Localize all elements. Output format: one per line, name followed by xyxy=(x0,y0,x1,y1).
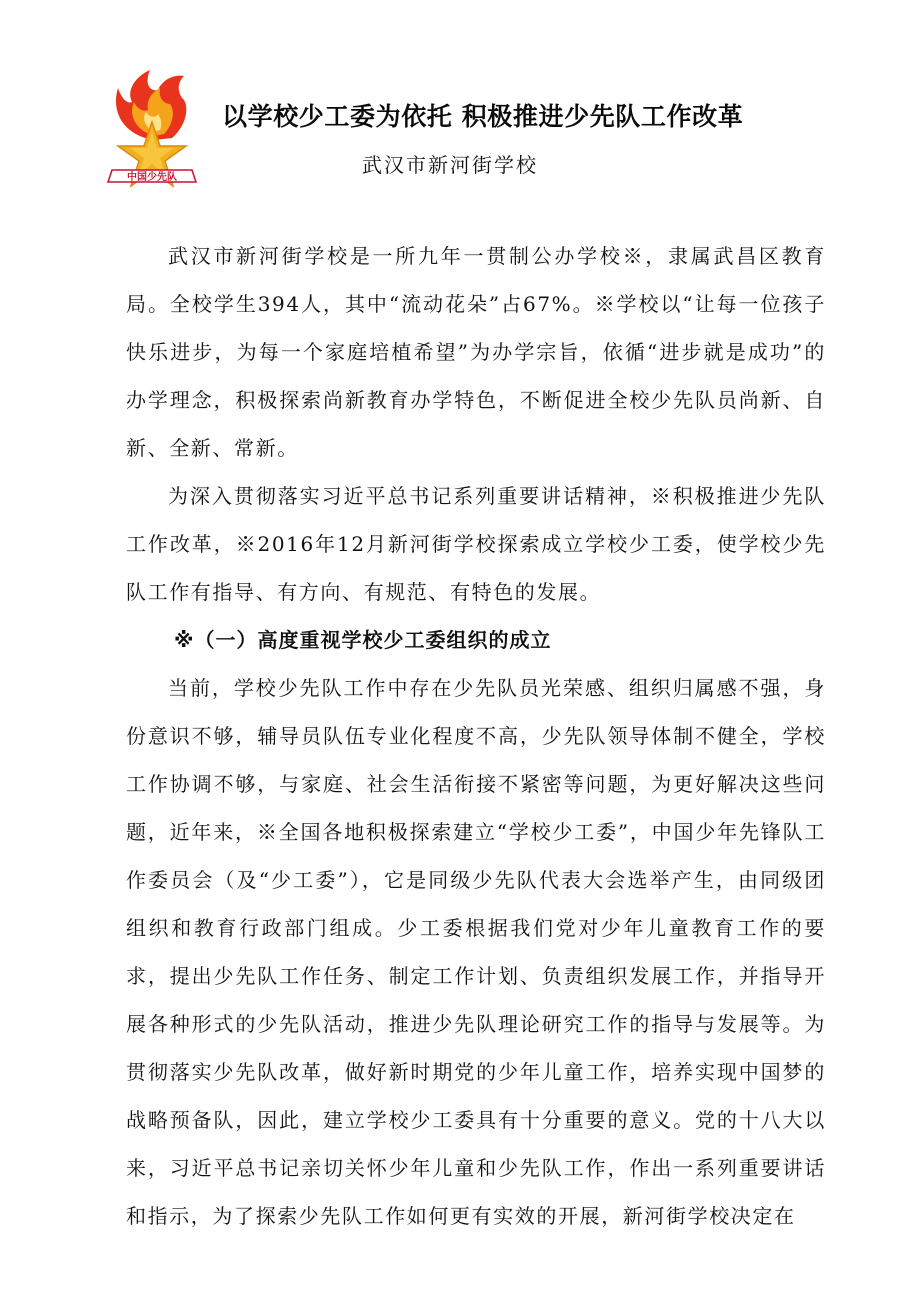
body-paragraph: 武汉市新河街学校是一所九年一贯制公办学校※，隶属武昌区教育局。全校学生394人，其中“流动花朵”占67%。※学校以“让每一位孩子快乐进步，为每一个家庭培植希望”为办学宗旨，依循“进步就是成功”的办学理念，积极探索尚新教育办学特色，不断促进全校少先队员尚新、自新、全新、常新。 xyxy=(126,244,826,460)
document-title: 以学校少工委为依托 积极推进少先队工作改革 xyxy=(222,102,744,131)
section-heading: ※（一）高度重视学校少工委组织的成立 xyxy=(174,628,552,652)
emblem-caption: 中国少先队 xyxy=(127,172,177,183)
section-paragraph: 当前，学校少先队工作中存在少先队员光荣感、组织归属感不强，身份意识不够，辅导员队伍专业化程度不高，少先队领导体制不健全，学校工作协调不够，与家庭、社会生活衔接不紧密等问题，为更好解决这些问题，近年来，※全国各地积极探索建立“学校少工委”，中国少年先锋队工作委员会（及“少工委”），它是同级少先队代表大会选举产生，由同级团组织和教育行政部门组成。少工委根据我们党对少年儿童教育工作的要求，提出少先队工作任务、制定工作计划、负责组织发展工作，并指导开展各种形式的少先队活动，推进少先队理论研究工作的指导与发展等。为贯彻落实少先队改革，做好新时期党的少年儿童工作，培养实现中国梦的战略预备队，因此，建立学校少工委具有十分重要的意义。党的十八大以来，习近平总书记亲切关怀少年儿童和少先队工作，作出一系列重要讲话和指示，为了探索少先队工作如何更有实效的开展，新河街学校决定在 xyxy=(126,676,826,1228)
body-paragraph: 为深入贯彻落实习近平总书记系列重要讲话精神，※积极推进少先队工作改革，※2016年12月新河街学校探索成立学校少工委，使学校少先队工作有指导、有方向、有规范、有特色的发展。 xyxy=(126,484,826,604)
document-body xyxy=(126,232,826,1240)
young-pioneers-emblem-icon xyxy=(92,66,210,198)
document-subtitle: 武汉市新河街学校 xyxy=(362,153,538,177)
